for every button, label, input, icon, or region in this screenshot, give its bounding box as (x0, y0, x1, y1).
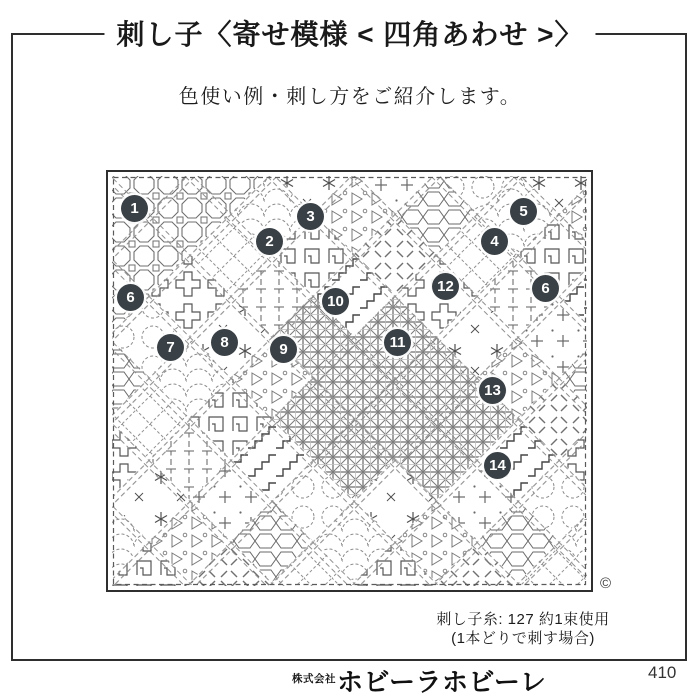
pattern-number-badge: 9 (270, 336, 297, 363)
page-number: 410 (648, 663, 677, 682)
thread-note-line1: 刺し子糸: 127 約1束使用 (436, 611, 610, 628)
thread-note-line2: (1本どりで刺す場合) (451, 630, 595, 647)
pattern-number-badge: 3 (297, 203, 324, 230)
pattern-number-badge: 1 (121, 195, 148, 222)
page-title: 刺し子〈寄せ模様 < 四角あわせ >〉 (104, 13, 595, 53)
pattern-number-badge: 13 (479, 377, 506, 404)
pattern-number-badge: 6 (532, 275, 559, 302)
pattern-number-badge: 6 (117, 284, 144, 311)
pattern-number-badge: 5 (510, 198, 537, 225)
sampler-panel (106, 170, 593, 592)
thread-usage-note (398, 610, 648, 648)
pattern-number-badge: 4 (481, 228, 508, 255)
brand-logo: ホビーラホビーレ (337, 667, 547, 697)
subtitle: 色使い例・刺し方をご紹介します。 (178, 86, 522, 108)
pattern-number-badge: 7 (157, 334, 184, 361)
pattern-number-badge: 2 (256, 228, 283, 255)
company-prefix: 株式会社 (292, 673, 336, 685)
copyright-mark: © (600, 575, 612, 592)
pattern-number-badge: 10 (322, 288, 349, 315)
sampler-svg (108, 172, 591, 590)
pattern-number-badge: 8 (211, 329, 238, 356)
pattern-number-badge: 11 (384, 329, 411, 356)
pattern-number-badge: 12 (432, 273, 459, 300)
pattern-number-badge: 14 (484, 452, 511, 479)
lattice-overlay (113, 177, 586, 585)
